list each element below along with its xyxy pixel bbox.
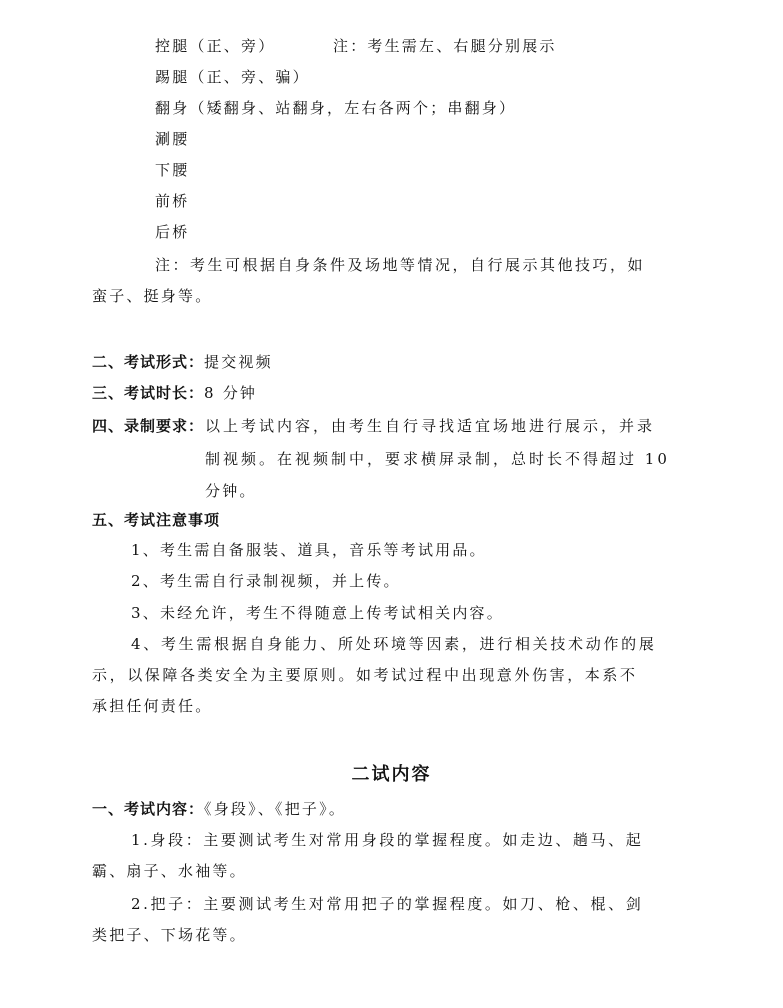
skills-note-line1: 注：考生可根据自身条件及场地等情况，自行展示其他技巧，如 (155, 256, 646, 274)
exam-duration-value: 8 分钟 (204, 384, 258, 402)
skill-back-bridge: 后桥 (155, 223, 190, 241)
recording-requirements (92, 416, 204, 436)
second-exam-item-2-line1: 2.把子：主要测试考生对常用把子的掌握程度。如刀、枪、棍、剑 (131, 895, 644, 913)
second-exam-item-1-line2: 霸、扇子、水袖等。 (92, 862, 247, 880)
exam-format (92, 352, 273, 372)
notice-item-4-line3: 承担任何责任。 (92, 697, 213, 715)
notice-item-4-line1: 4、考生需根据自身能力、所处环境等因素，进行相关技术动作的展 (131, 635, 657, 653)
notice-item-2: 2、考生需自行录制视频，并上传。 (131, 572, 401, 590)
skill-kick-leg-note (333, 36, 557, 56)
recording-line3: 分钟。 (205, 482, 257, 500)
exam-duration-label: 三、考试时长： (92, 384, 205, 402)
skills-note-line2: 蛮子、挺身等。 (92, 287, 213, 305)
notice-item-4-line2: 示，以保障各类安全为主要原则。如考试过程中出现意外伤害，本系不 (92, 666, 638, 684)
recording-line2: 制视频。在视频制中，要求横屏录制，总时长不得超过 10 (205, 450, 670, 468)
second-exam-item-2-line2: 类把子、下场花等。 (92, 926, 247, 944)
notices-heading (92, 510, 220, 530)
notices-label: 五、考试注意事项 (92, 511, 221, 529)
skill-kick-leg-control (155, 36, 275, 56)
skill-kick-leg-note-text: 注：考生需左、右腿分别展示 (333, 37, 557, 55)
skill-front-bridge: 前桥 (155, 192, 190, 210)
second-exam-title: 二试内容 (351, 764, 432, 785)
skill-kick-leg-control-text: 控腿（正、旁） (155, 37, 276, 55)
second-exam-content (92, 799, 346, 819)
skill-flip-body: 翻身（矮翻身、站翻身，左右各两个；串翻身） (155, 99, 517, 117)
notice-item-1: 1、考生需自备服装、道具，音乐等考试用品。 (131, 541, 487, 559)
notice-item-3: 3、未经允许，考生不得随意上传考试相关内容。 (131, 604, 504, 622)
exam-format-label: 二、考试形式： (92, 353, 205, 371)
skill-waist-down: 下腰 (155, 161, 190, 179)
exam-format-value: 提交视频 (204, 353, 273, 371)
recording-label: 四、录制要求： (92, 417, 205, 435)
recording-line1: 以上考试内容，由考生自行寻找适宜场地进行展示，并录 (205, 417, 656, 435)
skill-kick-leg-swing: 踢腿（正、旁、骗） (155, 68, 310, 86)
second-exam-content-label: 一、考试内容： (92, 800, 205, 818)
exam-duration (92, 383, 257, 403)
skill-waist-rinse: 涮腰 (155, 130, 190, 148)
second-exam-content-value: 《身段》、《把子》。 (204, 800, 347, 818)
second-exam-item-1-line1: 1.身段：主要测试考生对常用身段的掌握程度。如走边、趟马、起 (131, 831, 644, 849)
